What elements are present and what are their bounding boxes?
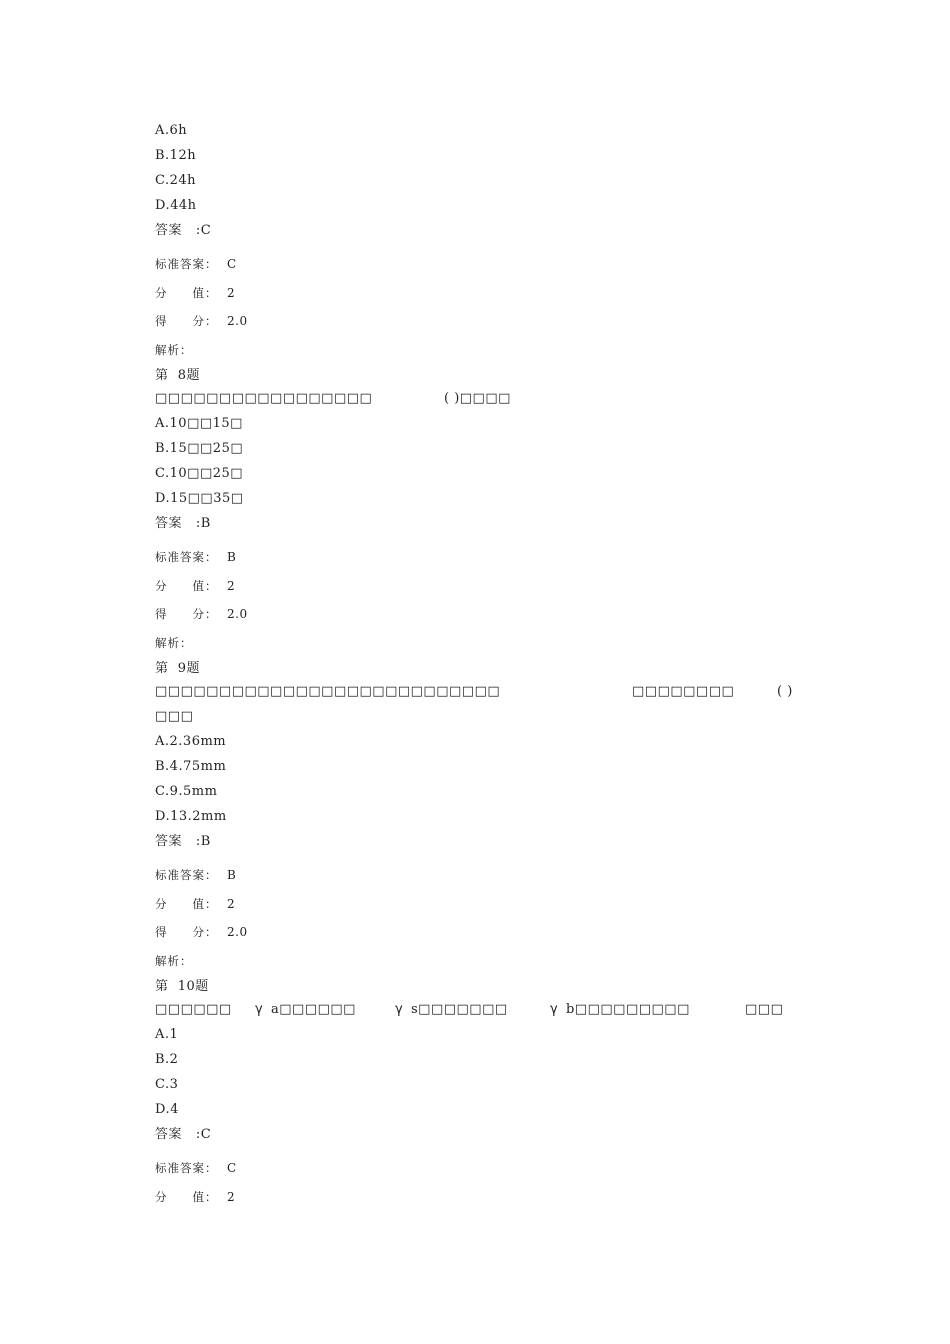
meta-label: 标准答案：: [155, 868, 218, 882]
meta-label: 分 值：: [155, 286, 218, 300]
question-text: □□□: [745, 1002, 784, 1017]
meta-label: 标准答案：: [155, 550, 218, 564]
standard-answer: C: [227, 1161, 237, 1175]
question-number: 第 8题: [155, 368, 201, 383]
option-b: B.15□□25□: [155, 441, 244, 456]
option-d: D.13.2mm: [155, 809, 227, 824]
meta-label: 标准答案：: [155, 1161, 218, 1175]
option-b: B.12h: [155, 148, 197, 163]
option-b: B.2: [155, 1052, 179, 1067]
question-text-line2: □□□: [155, 709, 194, 724]
question-text: s□□□□□□□: [411, 1002, 508, 1017]
option-c: C.3: [155, 1077, 179, 1092]
option-a: A.2.36mm: [155, 734, 227, 749]
gamma-symbol: γ: [550, 1002, 559, 1017]
analysis-label: 解析：: [155, 954, 193, 968]
meta-label: 分 值：: [155, 579, 218, 593]
earned-score: 2.0: [227, 925, 248, 939]
score-value: 2: [227, 579, 236, 593]
question-number: 第 10题: [155, 979, 209, 994]
meta-label: 得 分：: [155, 314, 218, 328]
analysis-label: 解析：: [155, 636, 193, 650]
answer-line: 答案 :B: [155, 516, 211, 531]
gamma-symbol: γ: [395, 1002, 404, 1017]
question-text: □□□□□□: [155, 1002, 232, 1017]
question-text: a□□□□□□: [271, 1002, 356, 1017]
score-value: 2: [227, 286, 236, 300]
question-number: 第 9题: [155, 661, 201, 676]
option-a: A.6h: [155, 123, 188, 138]
earned-score: 2.0: [227, 607, 248, 621]
meta-label: 得 分：: [155, 607, 218, 621]
standard-answer: B: [227, 868, 237, 882]
question-text: □□□□□□□□: [632, 684, 735, 699]
standard-answer: B: [227, 550, 237, 564]
analysis-label: 解析：: [155, 343, 193, 357]
option-c: C.24h: [155, 173, 197, 188]
question-text: ( ): [777, 684, 793, 699]
question-text: b□□□□□□□□□: [566, 1002, 690, 1017]
answer-line: 答案 :B: [155, 834, 211, 849]
option-a: A.10□□15□: [155, 416, 243, 431]
meta-label: 得 分：: [155, 925, 218, 939]
option-c: C.10□□25□: [155, 466, 244, 481]
gamma-symbol: γ: [255, 1002, 264, 1017]
option-a: A.1: [155, 1027, 179, 1042]
score-value: 2: [227, 897, 236, 911]
score-value: 2: [227, 1190, 236, 1204]
option-d: D.4: [155, 1102, 179, 1117]
meta-label: 分 值：: [155, 1190, 218, 1204]
option-c: C.9.5mm: [155, 784, 218, 799]
meta-label: 标准答案：: [155, 257, 218, 271]
meta-label: 分 值：: [155, 897, 218, 911]
answer-line: 答案 :C: [155, 223, 212, 238]
option-d: D.15□□35□: [155, 491, 244, 506]
question-text: □□□□□□□□□□□□□□□□□□□□□□□□□□□: [155, 684, 501, 699]
earned-score: 2.0: [227, 314, 248, 328]
standard-answer: C: [227, 257, 237, 271]
option-b: B.4.75mm: [155, 759, 227, 774]
option-d: D.44h: [155, 198, 197, 213]
question-text: ( )□□□□: [444, 391, 511, 406]
answer-line: 答案 :C: [155, 1127, 212, 1142]
question-text: □□□□□□□□□□□□□□□□□: [155, 391, 373, 406]
